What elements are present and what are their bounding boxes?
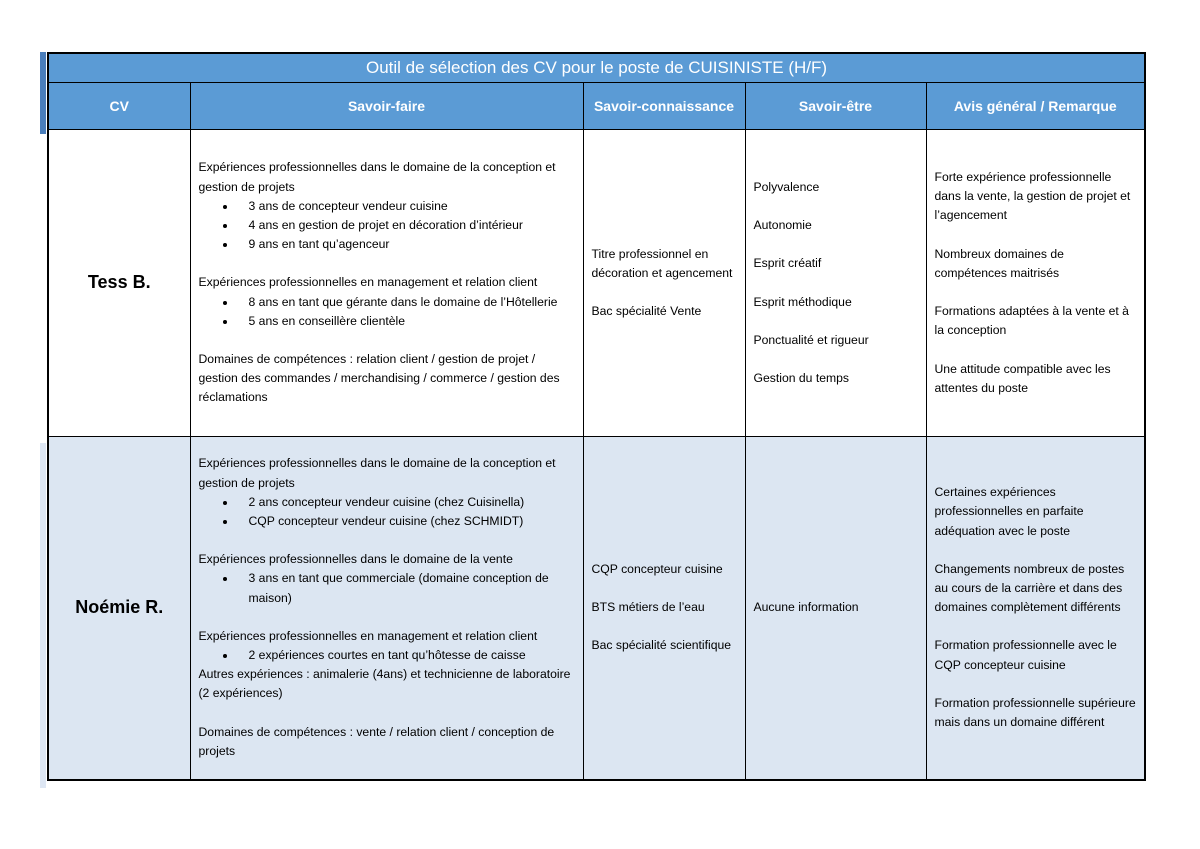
- list-item: Titre professionnel en décoration et agencement: [591, 246, 733, 280]
- experience-list: [199, 493, 575, 531]
- list-item: • 5 ans en conseillère clientèle: [237, 312, 575, 331]
- experience-group-title: Expériences professionnelles dans le domaine de la conception et gestion de projets: [198, 456, 556, 490]
- competence-domains: Domaines de compétences : vente / relation client / conception de projets: [198, 724, 555, 758]
- header-savoir-etre: Savoir-être: [745, 83, 926, 130]
- list-item: Forte expérience professionnelle dans la vente, la gestion de projet et l’agencement: [934, 170, 1131, 223]
- other-experiences: Autres expériences : animalerie (4ans) et technicienne de laboratoire (2 expériences): [198, 667, 571, 701]
- savoir-faire-cell: [190, 437, 583, 780]
- list-item: CQP concepteur cuisine: [591, 561, 723, 576]
- list-item: • 3 ans en tant que commerciale (domaine conception de maison): [237, 569, 575, 607]
- avis-cell: [926, 130, 1145, 437]
- list-item: • 4 ans en gestion de projet en décoration d’intérieur: [237, 216, 575, 235]
- list-item: Gestion du temps: [753, 370, 850, 385]
- list-item: Aucune information: [753, 600, 859, 615]
- savoir-connaissance-cell: [583, 130, 745, 437]
- list-item: • 2 expériences courtes en tant qu’hôtesse de caisse: [237, 646, 575, 665]
- competence-domains: Domaines de compétences : relation client / gestion de projet / gestion des commandes / merchandising / commerce / gestion des réclamations: [198, 352, 560, 405]
- list-item: Ponctualité et rigueur: [753, 332, 869, 347]
- list-item: • 9 ans en tant qu’agenceur: [237, 235, 575, 254]
- list-item: Certaines expériences professionnelles en parfaite adéquation avec le poste: [934, 485, 1084, 538]
- list-item: BTS métiers de l’eau: [591, 600, 705, 615]
- table-row: [48, 130, 1145, 437]
- experience-group-title: Expériences professionnelles en management et relation client: [198, 628, 538, 643]
- list-item: • CQP concepteur vendeur cuisine (chez SCHMIDT): [237, 512, 575, 531]
- list-item: Formation professionnelle supérieure mais dans un domaine différent: [934, 695, 1136, 730]
- experience-group-title: Expériences professionnelles dans le domaine de la vente: [198, 552, 513, 567]
- header-savoir-faire: Savoir-faire: [190, 83, 583, 130]
- table-title: Outil de sélection des CV pour le poste de CUISINISTE (H/F): [48, 53, 1145, 83]
- list-item: Autonomie: [753, 218, 812, 233]
- header-avis: Avis général / Remarque: [926, 83, 1145, 130]
- experience-list: [199, 197, 575, 255]
- list-item: Formation professionnelle avec le CQP concepteur cuisine: [934, 638, 1117, 672]
- savoir-faire-cell: [190, 130, 583, 437]
- list-item: • 2 ans concepteur vendeur cuisine (chez Cuisinella): [237, 493, 575, 512]
- list-item: Polyvalence: [753, 179, 820, 194]
- avis-cell: [926, 437, 1145, 780]
- savoir-etre-cell: [745, 437, 926, 780]
- list-item: Une attitude compatible avec les attentes du poste: [934, 361, 1111, 395]
- list-item: • 8 ans en tant que gérante dans le domaine de l’Hôtellerie: [237, 293, 575, 312]
- list-item: Esprit méthodique: [753, 294, 852, 309]
- savoir-etre-cell: [745, 130, 926, 437]
- table-row: [48, 437, 1145, 780]
- list-item: Bac spécialité scientifique: [591, 638, 732, 653]
- accent-bar-bottom: [40, 443, 46, 788]
- candidate-name: Tess B.: [48, 130, 190, 437]
- list-item: • 3 ans de concepteur vendeur cuisine: [237, 197, 575, 216]
- experience-group-title: Expériences professionnelles dans le domaine de la conception et gestion de projets: [198, 160, 556, 194]
- candidate-name: Noémie R.: [48, 437, 190, 780]
- list-item: Bac spécialité Vente: [591, 304, 702, 319]
- experience-group-title: Expériences professionnelles en management et relation client: [198, 275, 538, 290]
- list-item: Formations adaptées à la vente et à la conception: [934, 304, 1129, 338]
- experience-list: [199, 293, 575, 331]
- experience-list: [199, 569, 575, 607]
- header-savoir-connaissance: Savoir-connaissance: [583, 83, 745, 130]
- cv-selection-table: [47, 52, 1146, 781]
- list-item: Esprit créatif: [753, 256, 822, 271]
- list-item: Nombreux domaines de compétences maitrisés: [934, 246, 1064, 280]
- header-cv: CV: [48, 83, 190, 130]
- accent-bar-top: [40, 52, 46, 134]
- savoir-connaissance-cell: [583, 437, 745, 780]
- experience-list: [199, 646, 575, 665]
- list-item: Changements nombreux de postes au cours de la carrière et dans des domaines complètement différents: [934, 561, 1125, 615]
